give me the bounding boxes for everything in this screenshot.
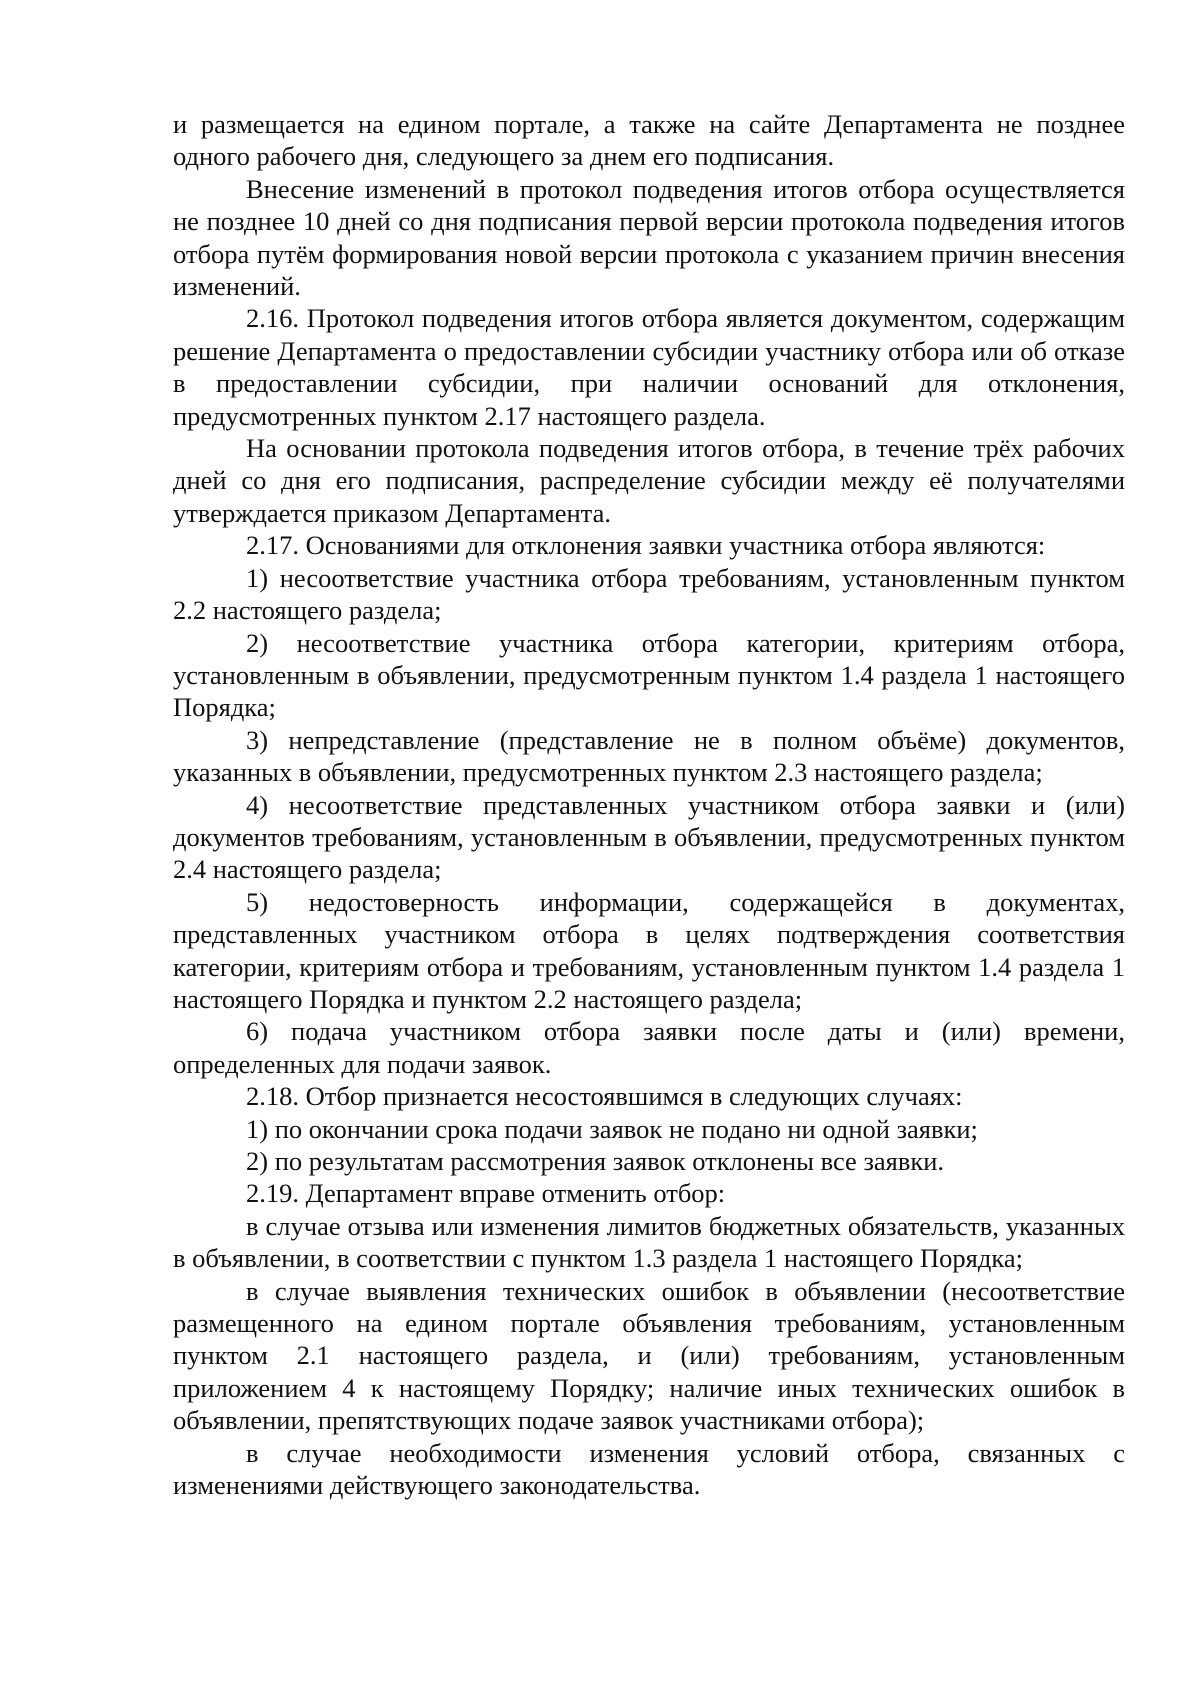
list-item-2-19-errors: в случае выявления технических ошибок в объявлении (несоответствие размещенного на едином портале объявления требованиям, установленным пунктом 2.1 настоящего раздела, и (или) требованиям, установленным приложением 4 к настоящему Порядку; наличие иных технических ошибок в объявлении, препятствующих подаче заявок участниками отбора); bbox=[173, 1275, 1125, 1436]
paragraph-2-17: 2.17. Основаниями для отклонения заявки участника отбора являются: bbox=[246, 530, 1046, 561]
list-item-2-17-1: 1) несоответствие участника отбора требованиям, установленным пунктом 2.2 настоящего раздела; bbox=[173, 562, 1125, 626]
paragraph-2-19: 2.19. Департамент вправе отменить отбор: bbox=[246, 1178, 726, 1209]
list-item-2-18-1: 1) по окончании срока подачи заявок не подано ни одной заявки; bbox=[246, 1113, 978, 1144]
list-item-2-17-3: 3) непредставление (представление не в полном объёме) документов, указанных в объявлении, предусмотренных пунктом 2.3 настоящего раздела; bbox=[173, 724, 1125, 788]
paragraph-2-16: 2.16. Протокол подведения итогов отбора является документом, содержащим решение Департамента о предоставлении субсидии участнику отбора или об отказе в предоставлении субсидии, при наличии оснований для отклонения, предусмотренных пунктом 2.17 настоящего раздела. bbox=[173, 303, 1125, 431]
list-item-2-17-2: 2) несоответствие участника отбора категории, критериям отбора, установленным в объявлении, предусмотренным пунктом 1.4 раздела 1 настоящего Порядка; bbox=[173, 627, 1125, 723]
paragraph-2-18: 2.18. Отбор признается несостоявшимся в следующих случаях: bbox=[246, 1081, 963, 1112]
list-item-2-19-limits: в случае отзыва или изменения лимитов бюджетных обязательств, указанных в объявлении, в соответствии с пунктом 1.3 раздела 1 настоящего Порядка; bbox=[173, 1210, 1125, 1274]
list-item-2-19-legislation: в случае необходимости изменения условий отбора, связанных с изменениями действующего законодательства. bbox=[173, 1437, 1125, 1501]
list-item-2-18-2: 2) по результатам рассмотрения заявок отклонены все заявки. bbox=[246, 1146, 945, 1176]
list-item-2-17-4: 4) несоответствие представленных участником отбора заявки и (или) документов требованиям, установленным в объявлении, предусмотренных пунктом 2.4 настоящего раздела; bbox=[173, 789, 1125, 885]
list-item-2-17-6: 6) подача участником отбора заявки после даты и (или) времени, определенных для подачи заявок. bbox=[173, 1016, 1125, 1079]
document-page bbox=[173, 108, 1125, 1501]
paragraph-continuation: и размещается на едином портале, а также на сайте Департамента не позднее одного рабочего дня, следующего за днем его подписания. bbox=[173, 109, 1125, 172]
list-item-2-17-5: 5) недостоверность информации, содержащейся в документах, представленных участником отбора в целях подтверждения соответствия категории, критериям отбора и требованиям, установленным пунктом 1.4 раздела 1 настоящего Порядка и пунктом 2.2 настоящего раздела; bbox=[173, 886, 1125, 1014]
paragraph-protocol-changes: Внесение изменений в протокол подведения итогов отбора осуществляется не позднее 10 дней со дня подписания первой версии протокола подведения итогов отбора путём формирования новой версии протокола с указанием причин внесения изменений. bbox=[173, 173, 1125, 302]
paragraph-distribution: На основании протокола подведения итогов отбора, в течение трёх рабочих дней со дня его подписания, распределение субсидии между её получателями утверждается приказом Департамента. bbox=[173, 433, 1125, 528]
